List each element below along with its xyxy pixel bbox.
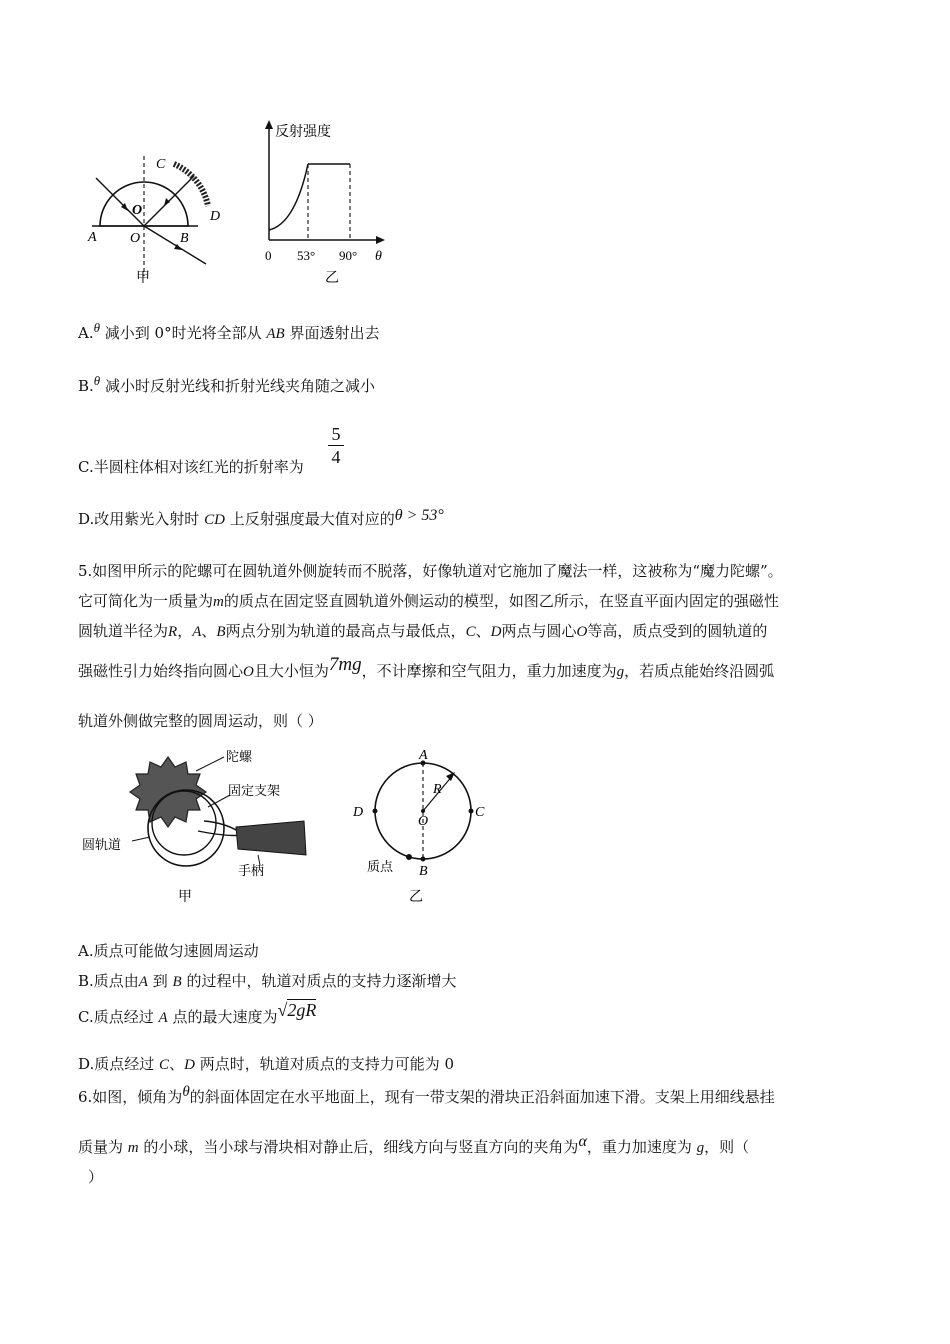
incident-ray [96, 178, 144, 226]
label-b: B [180, 231, 189, 246]
label-zhidian: 质点 [367, 860, 394, 875]
point-d [373, 809, 378, 814]
option-text: CD [204, 512, 225, 528]
q5-line-5: 轨道外侧做完整的圆周运动，则（ ） [78, 712, 323, 730]
q4-option-a[interactable] [78, 322, 380, 343]
q5-option-b[interactable]: B.质点由A 到 B 的过程中，轨道对质点的支持力逐渐增大 [78, 972, 457, 990]
option-prefix: B. [78, 377, 94, 395]
label-r: R [433, 782, 442, 797]
spinning-top [130, 757, 206, 827]
caption-yi: 乙 [409, 889, 423, 905]
label-d: D [353, 805, 364, 820]
refracted-ray [144, 226, 206, 264]
label-o2: O [132, 203, 143, 218]
reflection-curve [269, 164, 308, 230]
label-a: A [419, 748, 428, 763]
math-expression: θ > 53° [394, 507, 444, 524]
mass-point [406, 854, 412, 860]
option-prefix: C. [78, 458, 94, 476]
q5-line-4: 强磁性引力始终指向圆心O且大小恒为7mg，不计摩擦和空气阻力，重力加速度为g，若质点能始终沿圆弧 [78, 654, 775, 680]
option-text: AB [266, 326, 285, 342]
q6-line-1: 6.如图，倾角为θ的斜面体固定在水平地面上，现有一带支架的滑块正沿斜面加速下滑。支架上用细线悬挂 [78, 1084, 775, 1106]
q5-line-1: 5.如图甲所示的陀螺可在圆轨道外侧旋转而不脱落，好像轨道对它施加了魔法一样，这被称为“魔力陀螺”。 [78, 562, 783, 580]
label-guidao: 圆轨道 [82, 838, 122, 853]
q5-option-a[interactable]: A.质点可能做匀速圆周运动 [78, 942, 259, 960]
label-c: C [475, 805, 485, 820]
option-text: 上反射强度最大值对应的 [229, 510, 395, 528]
y-label: 反射强度 [275, 124, 331, 140]
label-tuoluo: 陀螺 [226, 750, 253, 765]
label-b: B [419, 864, 428, 879]
caption-yi: 乙 [325, 270, 339, 286]
option-text: 减小时反射光线和折射光线夹角随之减小 [104, 377, 375, 395]
q6-line-2: 质量为 m 的小球，当小球与滑块相对静止后，细线方向与竖直方向的夹角为α，重力加速度为 g，则（ [78, 1133, 750, 1156]
tick-0: 0 [265, 248, 272, 263]
caption-jia: 甲 [136, 270, 150, 286]
sqrt-expression: √2gR [277, 1000, 317, 1020]
option-prefix: A. [78, 324, 94, 342]
option-text: 减小到 0°时光将全部从 [104, 324, 262, 342]
point-c [469, 809, 474, 814]
q4-figure-yi [255, 112, 395, 288]
label-o: O [418, 814, 429, 829]
label-d: D [210, 209, 221, 224]
q5-figure-jia [78, 745, 318, 905]
option-text: 改用紫光入射时 [94, 510, 200, 528]
theta-symbol: θ [93, 373, 101, 388]
tick-90: 90° [339, 248, 358, 263]
theta-symbol: θ [93, 320, 100, 335]
tick-53: 53° [297, 248, 316, 263]
label-o1: O [130, 231, 141, 246]
label-shoubing: 手柄 [238, 864, 265, 879]
q5-figure-yi [345, 745, 495, 905]
q5-line-3: 圆轨道半径为R，A、B两点分别为轨道的最高点与最低点，C、D两点与圆心O等高，质点受到的圆轨道的 [78, 622, 768, 640]
q5-option-d[interactable]: D.质点经过 C、D 两点时，轨道对质点的支持力可能为 0 [78, 1055, 455, 1073]
q6-line-3: ） [88, 1168, 104, 1186]
q5-line-2: 它可简化为一质量为m的质点在固定竖直圆轨道外侧运动的模型，如图乙所示，在竖直平面内固定的强磁性 [78, 592, 779, 610]
point-b [421, 857, 426, 862]
option-text: 半圆柱体相对该红光的折射率为 [93, 458, 304, 476]
x-label: θ [375, 249, 382, 264]
point-o [421, 809, 425, 813]
label-c: C [156, 157, 166, 172]
q4-option-c[interactable] [78, 456, 304, 477]
label-a: A [88, 230, 97, 245]
fraction [328, 424, 344, 467]
handle [236, 821, 306, 855]
fraction-denominator: 4 [331, 447, 341, 467]
caption-jia: 甲 [178, 889, 192, 905]
q4-option-b[interactable] [78, 375, 375, 396]
q4-option-d[interactable] [78, 508, 444, 529]
label-zhijia: 固定支架 [228, 784, 281, 799]
force-expression: 7mg [328, 654, 362, 675]
option-text: 界面透射出去 [289, 324, 380, 342]
fraction-numerator: 5 [331, 424, 341, 444]
q5-option-c[interactable]: C.质点经过 A 点的最大速度为√2gR [78, 1000, 317, 1026]
q4-figure-jia [70, 140, 240, 290]
option-prefix: D. [78, 510, 95, 528]
